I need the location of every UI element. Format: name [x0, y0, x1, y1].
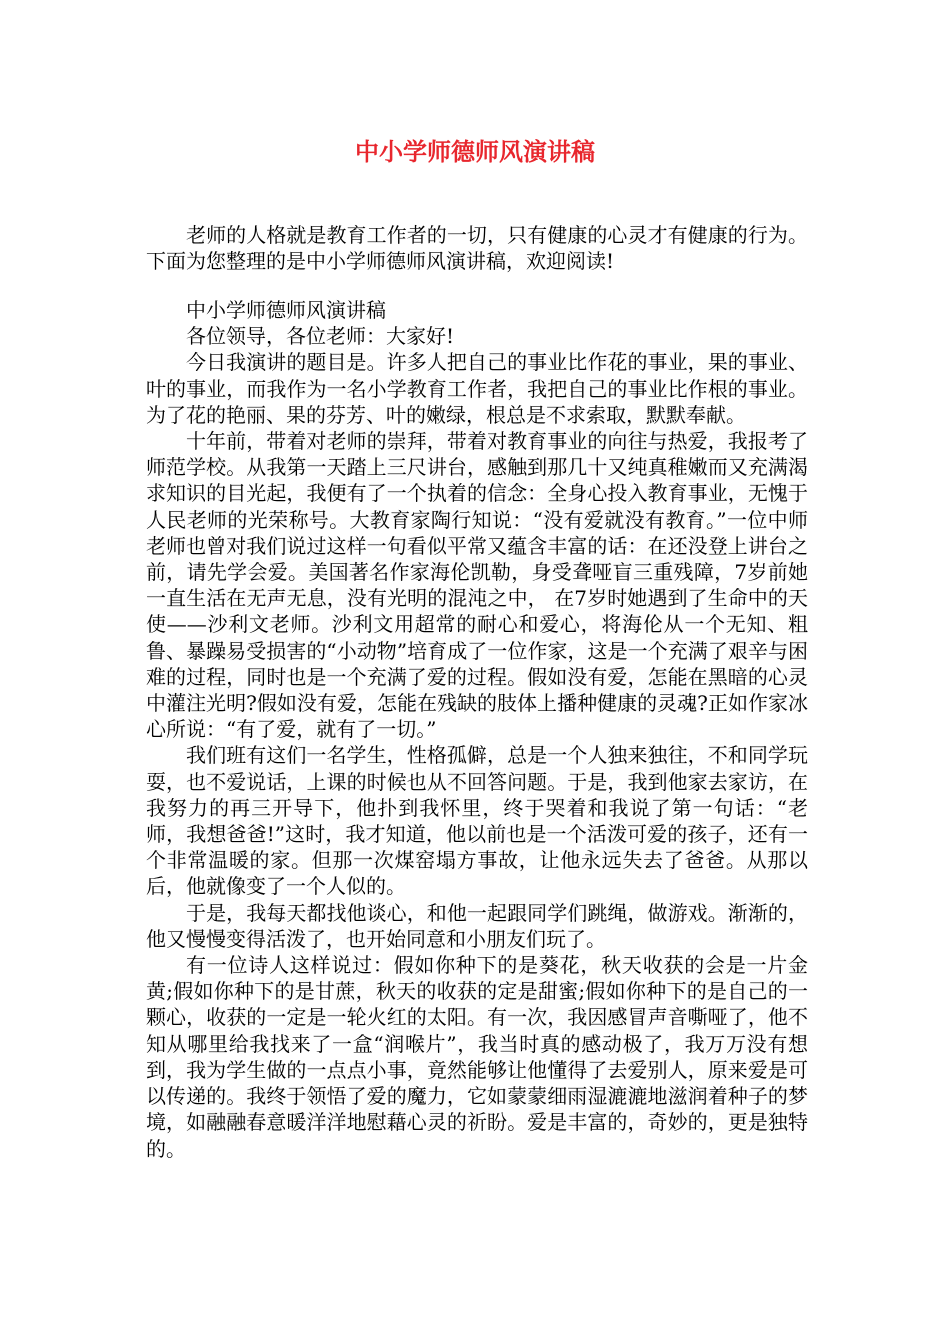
- speech-greeting: 各位领导，各位老师：大家好!: [186, 324, 455, 349]
- speech-paragraph: 十年前，带着对老师的崇拜，带着对教育事业的向往与热爱，我报考了师范学校。从我第一天踏上三尺讲台，感触到那几十又纯真稚嫩而又充满渴求知识的目光起，我便有了一个执着的信念：全身心投入教育事业，无愧于人民老师的光荣称号。大教育家陶行知说：“没有爱就没有教育。”一位中师老师也曾对我们说过这样一句看似平常又蕴含丰富的话：在还没登上讲台之前，请先学会爱。美国著名作家海伦凯勒，身受聋哑盲三重残障，7岁前她一直生活在无声无息，没有光明的混沌之中， 在7岁时她遇到了生命中的天使——沙利文老师。沙利文用超常的耐心和爱心，将海伦从一个无知、粗鲁、暴躁易受损害的“小动物”培育成了一位作家，这是一个充满了艰辛与困难的过程，同时也是一个充满了爱的过程。假如没有爱，怎能在黑暗的心灵中灌注光明?假如没有爱，怎能在残缺的肢体上播种健康的灵魂?正如作家冰心所说：“有了爱，就有了一切。”: [146, 429, 808, 742]
- speech-paragraph: 于是，我每天都找他谈心，和他一起跟同学们跳绳，做游戏。渐渐的，他又慢慢变得活泼了，也开始同意和小朋友们玩了。: [146, 900, 808, 951]
- intro-paragraph: 老师的人格就是教育工作者的一切，只有健康的心灵才有健康的行为。下面为您整理的是中小学师德师风演讲稿，欢迎阅读!: [146, 223, 808, 274]
- speech-heading: 中小学师德师风演讲稿: [186, 298, 386, 322]
- speech-paragraph: 今日我演讲的题目是。许多人把自己的事业比作花的事业，果的事业、叶的事业，而我作为一名小学教育工作者，我把自己的事业比作根的事业。为了花的艳丽、果的芬芳、叶的嫩绿，根总是不求索取，默默奉献。: [146, 350, 808, 427]
- speech-body: [146, 297, 808, 1162]
- speech-paragraph: 有一位诗人这样说过：假如你种下的是葵花，秋天收获的会是一片金黄;假如你种下的是甘蔗，秋天的收获的定是甜蜜;假如你种下的是自己的一颗心，收获的一定是一轮火红的太阳。有一次，我因感冒声音嘶哑了，他不知从哪里给我找来了一盒“润喉片”，我当时真的感动极了，我万万没有想到，我为学生做的一点点小事，竟然能够让他懂得了去爱别人，原来爱是可以传递的。我终于领悟了爱的魔力，它如蒙蒙细雨湿漉漉地滋润着种子的梦境，如融融春意暖洋洋地慰藉心灵的祈盼。爱是丰富的，奇妙的，更是独特的。: [146, 953, 808, 1161]
- intro-block: [146, 222, 808, 274]
- speech-paragraph: 我们班有这们一名学生，性格孤僻，总是一个人独来独往，不和同学玩耍，也不爱说话，上课的时候也从不回答问题。于是，我到他家去家访，在我努力的再三开导下，他扑到我怀里，终于哭着和我说了第一句话：“老师，我想爸爸!”这时，我才知道，他以前也是一个活泼可爱的孩子，还有一个非常温暖的家。但那一次煤窑塌方事故，让他永远失去了爸爸。从那以后，他就像变了一个人似的。: [146, 743, 808, 899]
- document-title: 中小学师德师风演讲稿: [355, 138, 595, 166]
